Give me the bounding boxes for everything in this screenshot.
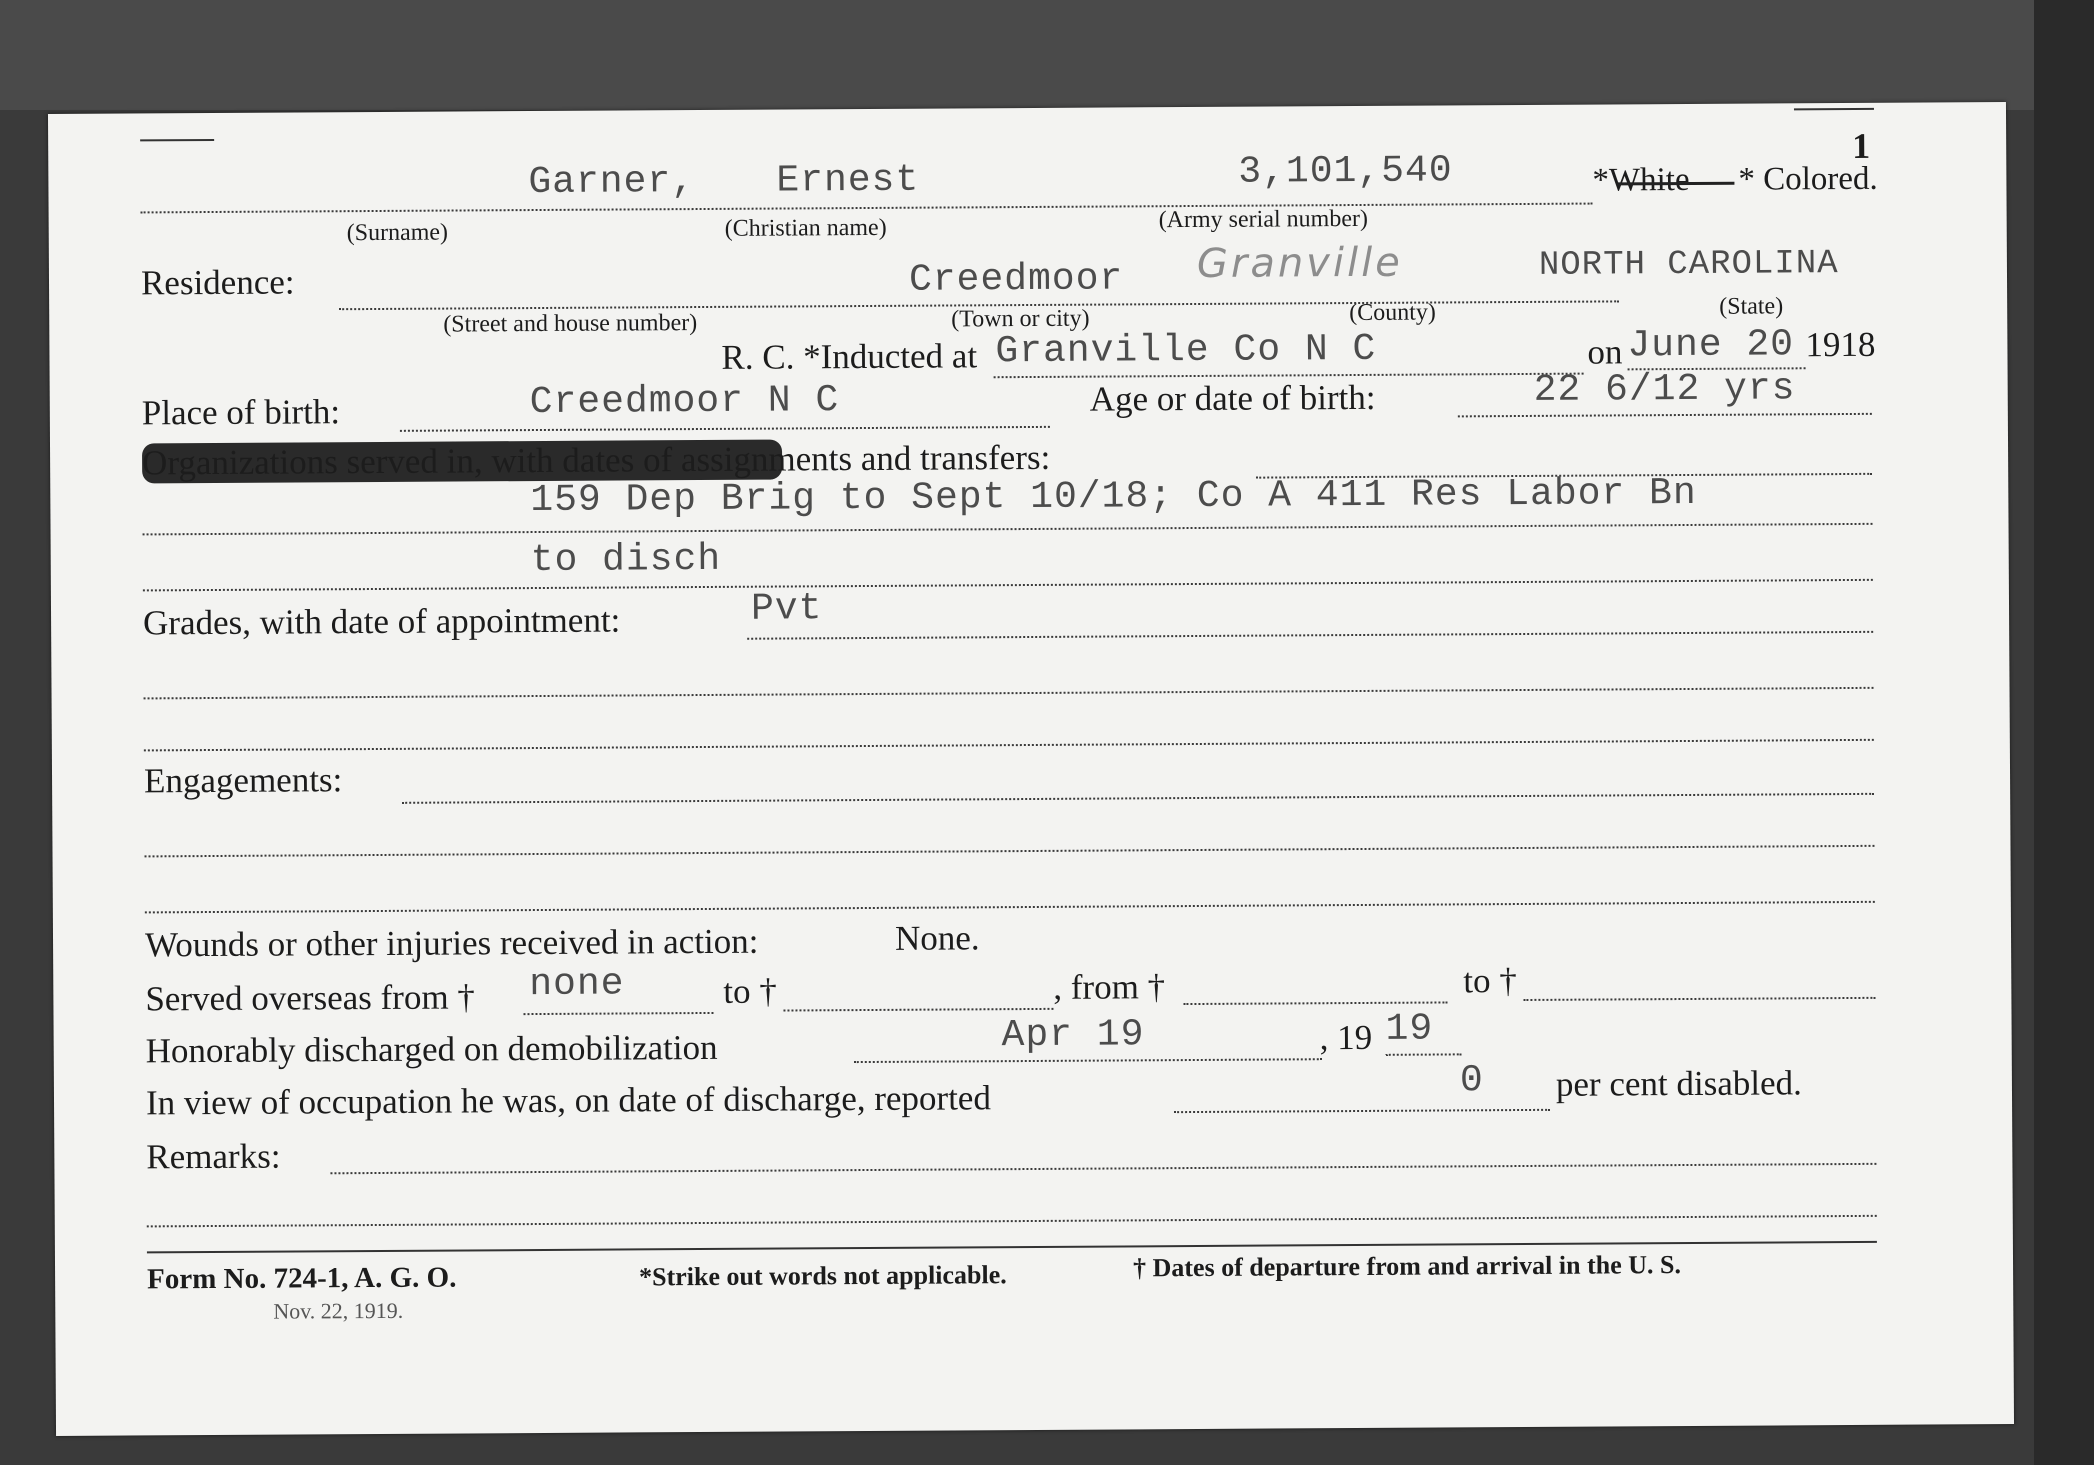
town-value: Creedmoor: [908, 257, 1124, 302]
top-right-mark: [1794, 108, 1874, 110]
residence-label: Residence:: [140, 262, 295, 303]
remarks-label: Remarks:: [146, 1136, 281, 1177]
overseas-from-label-2: , from †: [1053, 967, 1166, 1007]
organizations-value-line1: 159 Dep Brig to Sept 10/18; Co A 411 Res Labor Bn: [530, 471, 1697, 523]
engagements-line-1: [145, 845, 1875, 858]
race-white-strike: [1616, 182, 1734, 186]
birthplace-value: Creedmoor N C: [529, 379, 840, 425]
service-record-card: [48, 102, 2014, 1436]
label-street: (Street and house number): [443, 310, 698, 338]
inducted-label: R. C. *Inducted at: [721, 336, 978, 377]
inducted-at-value: Granville Co N C: [995, 327, 1377, 374]
label-county: (County): [1349, 299, 1436, 327]
name-line: [141, 203, 1593, 214]
form-number: Form No. 724-1, A. G. O.: [147, 1261, 457, 1296]
organizations-line-1: [143, 523, 1873, 536]
overseas-to-label-2: to †: [1463, 961, 1517, 1001]
race-colored-option: * Colored.: [1738, 160, 1878, 198]
discharge-date-line: [854, 1058, 1322, 1063]
grades-line-2: [144, 739, 1874, 752]
engagements-line-2: [145, 901, 1875, 914]
discharge-year-value: 19: [1385, 1007, 1434, 1051]
footnote-dates: † Dates of departure from and arrival in the U. S.: [1132, 1250, 1682, 1283]
race-white-option: *White: [1592, 161, 1690, 199]
overseas-to-line-2: [1523, 997, 1875, 1001]
page-number: 1: [1852, 125, 1871, 166]
overseas-label: Served overseas from †: [145, 977, 475, 1019]
age-label: Age or date of birth:: [1089, 377, 1376, 419]
induction-date-value: June 20: [1627, 323, 1795, 368]
grade-value: Pvt: [750, 587, 823, 631]
disability-label: In view of occupation he was, on date of discharge, reported: [145, 1078, 992, 1123]
disability-line: [1174, 1109, 1550, 1113]
label-christian-name: (Christian name): [724, 214, 887, 242]
label-surname: (Surname): [346, 219, 449, 247]
top-left-mark: [140, 139, 214, 141]
age-line: [1458, 413, 1872, 418]
discharge-label: Honorably discharged on demobilization: [145, 1027, 718, 1071]
discharge-year-prefix: , 19: [1319, 1017, 1373, 1058]
organizations-line-2: [143, 579, 1873, 592]
inducted-at-line: [994, 373, 1584, 379]
surname-value: Garner,: [528, 160, 696, 205]
label-serial-number: (Army serial number): [1158, 205, 1368, 234]
birthplace-line: [400, 426, 1050, 432]
organizations-value-line2: to disch: [530, 537, 722, 583]
overseas-from-line: [523, 1012, 713, 1015]
background-top: [0, 0, 2094, 110]
disability-value: 0: [1459, 1059, 1484, 1103]
overseas-from-line-2: [1183, 1001, 1447, 1005]
induction-year: 1918: [1805, 324, 1876, 365]
state-value: NORTH CAROLINA: [1538, 245, 1839, 285]
overseas-to-line: [783, 1008, 1053, 1012]
overseas-from-value: none: [529, 962, 625, 1007]
grades-line-1: [144, 687, 1874, 700]
label-town: (Town or city): [951, 305, 1090, 333]
label-state: (State): [1719, 293, 1784, 320]
birthplace-label: Place of birth:: [141, 392, 341, 433]
grades-label: Grades, with date of appointment:: [142, 600, 621, 643]
remarks-line-1: [147, 1215, 1877, 1228]
discharge-year-line: [1386, 1053, 1462, 1055]
organizations-label: Organizations served in, with dates of assignments and transfers:: [141, 437, 1051, 483]
footnote-strike: *Strike out words not applicable.: [639, 1260, 1007, 1292]
on-label: on: [1587, 332, 1623, 372]
discharge-date-value: Apr 19: [1001, 1013, 1145, 1058]
engagements-line-0: [402, 793, 1874, 804]
grades-line-0: [747, 631, 1873, 640]
disability-suffix: per cent disabled.: [1555, 1063, 1802, 1104]
wounds-value: None.: [894, 918, 980, 958]
remarks-line-0: [330, 1163, 1876, 1174]
age-value: 22 6/12 yrs: [1533, 367, 1796, 412]
form-date: Nov. 22, 1919.: [273, 1297, 404, 1324]
serial-number-value: 3,101,540: [1238, 149, 1453, 194]
overseas-to-label: to †: [723, 971, 777, 1011]
engagements-label: Engagements:: [143, 760, 343, 801]
county-value: Granville: [1196, 239, 1403, 287]
christian-name-value: Ernest: [776, 158, 920, 203]
background-right: [2034, 0, 2094, 1465]
wounds-label: Wounds or other injuries received in action:: [144, 921, 759, 965]
